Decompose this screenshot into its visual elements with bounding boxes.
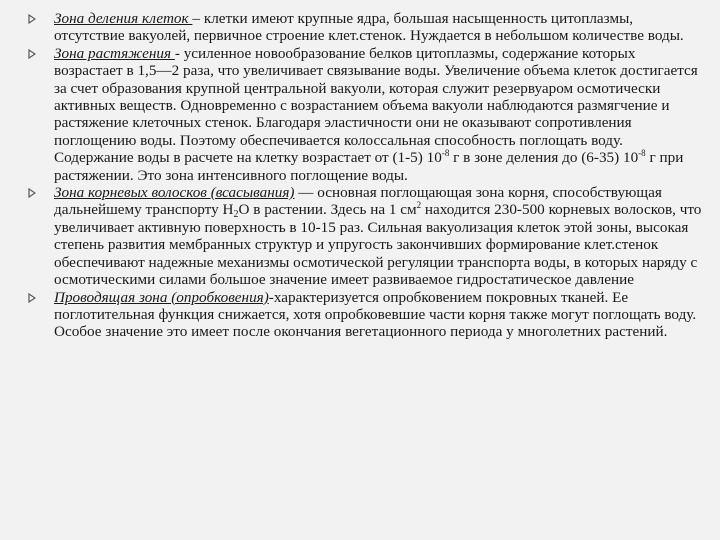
root-hair-zone-text-1: — основная поглощающая зона корня, способствующая дальнейшему транспорту Н	[54, 184, 662, 219]
elongation-zone-text-1: - усиленное новообразование белков цитоплазмы, содержание которых возрастает в 1,5—2 раза, что увеличивает связывание воды. Увеличение объема клеток достигается за счет образования крупной центральной вакуоли, которая служит резервуаром осмотически активных веществ. Одновременно с возрастанием объема вакуоли наблюдаются размягчение и растяжение клеточных стенок. Благодаря эластичности они не оказывают сопротивления поглощению воды. Поэтому обеспечивается колоссальная способность поглощать воду. Содержание воды в расчете на клетку возрастает от (1-5) 10	[54, 44, 698, 167]
elongation-zone-exponent-1: -8	[441, 148, 450, 159]
root-hair-zone-text-2: О в растении. Здесь на 1 см	[238, 201, 417, 219]
bullet-item-conducting-zone	[28, 289, 704, 341]
bullet-item-elongation-zone	[28, 45, 704, 184]
elongation-zone-term: Зона растяжения	[54, 44, 175, 62]
triangle-bullet-icon	[28, 188, 36, 198]
bullet-item-root-hair-zone	[28, 184, 704, 288]
root-hair-zone-term: Зона корневых волосков (всасывания)	[54, 184, 295, 202]
bullet-list	[28, 10, 704, 341]
elongation-zone-text-2: г в зоне деления до (6-35) 10	[449, 149, 639, 167]
division-zone-term: Зона деления клеток	[54, 10, 193, 27]
triangle-bullet-icon	[28, 293, 36, 303]
conducting-zone-term: Проводящая зона (опробковения)	[54, 288, 269, 306]
conducting-zone-text: -характеризуется опробковением покровных тканей. Ее поглотительная функция снижается, хотя опробковевшие части корня также могут поглощать воду. Особое значение это имеет после окончания вегетационного периода у многолетних растений.	[54, 288, 697, 341]
bullet-item-division-zone	[28, 10, 704, 45]
elongation-zone-exponent-2: -8	[638, 148, 646, 159]
root-hair-zone-text-3: находится 230-500 корневых волосков, что увеличивает активную поверхность в 10-15 раз. Сильная вакуолизация клеток этой зоны, высокая степень развития мембранных структур и упругость закончивших формирование клет.стенок обеспечивают надежные механизмы осмотической регуляции транспорта воды, в которых наряду с осмотическими силами большое значение имеет развиваемое гидростатическое давление	[54, 201, 702, 289]
triangle-bullet-icon	[28, 49, 36, 59]
triangle-bullet-icon	[28, 14, 36, 24]
root-hair-zone-superscript: 2	[416, 200, 422, 211]
root-hair-zone-subscript: 2	[233, 209, 239, 221]
elongation-zone-text-3: г при растяжении. Это зона интенсивного поглощение воды.	[54, 149, 684, 184]
division-zone-text: – клетки имеют крупные ядра, большая насыщенность цитоплазмы, отсутствие вакуолей, первичное строение клет.стенок. Нуждается в небольшом количестве воды.	[54, 10, 684, 45]
